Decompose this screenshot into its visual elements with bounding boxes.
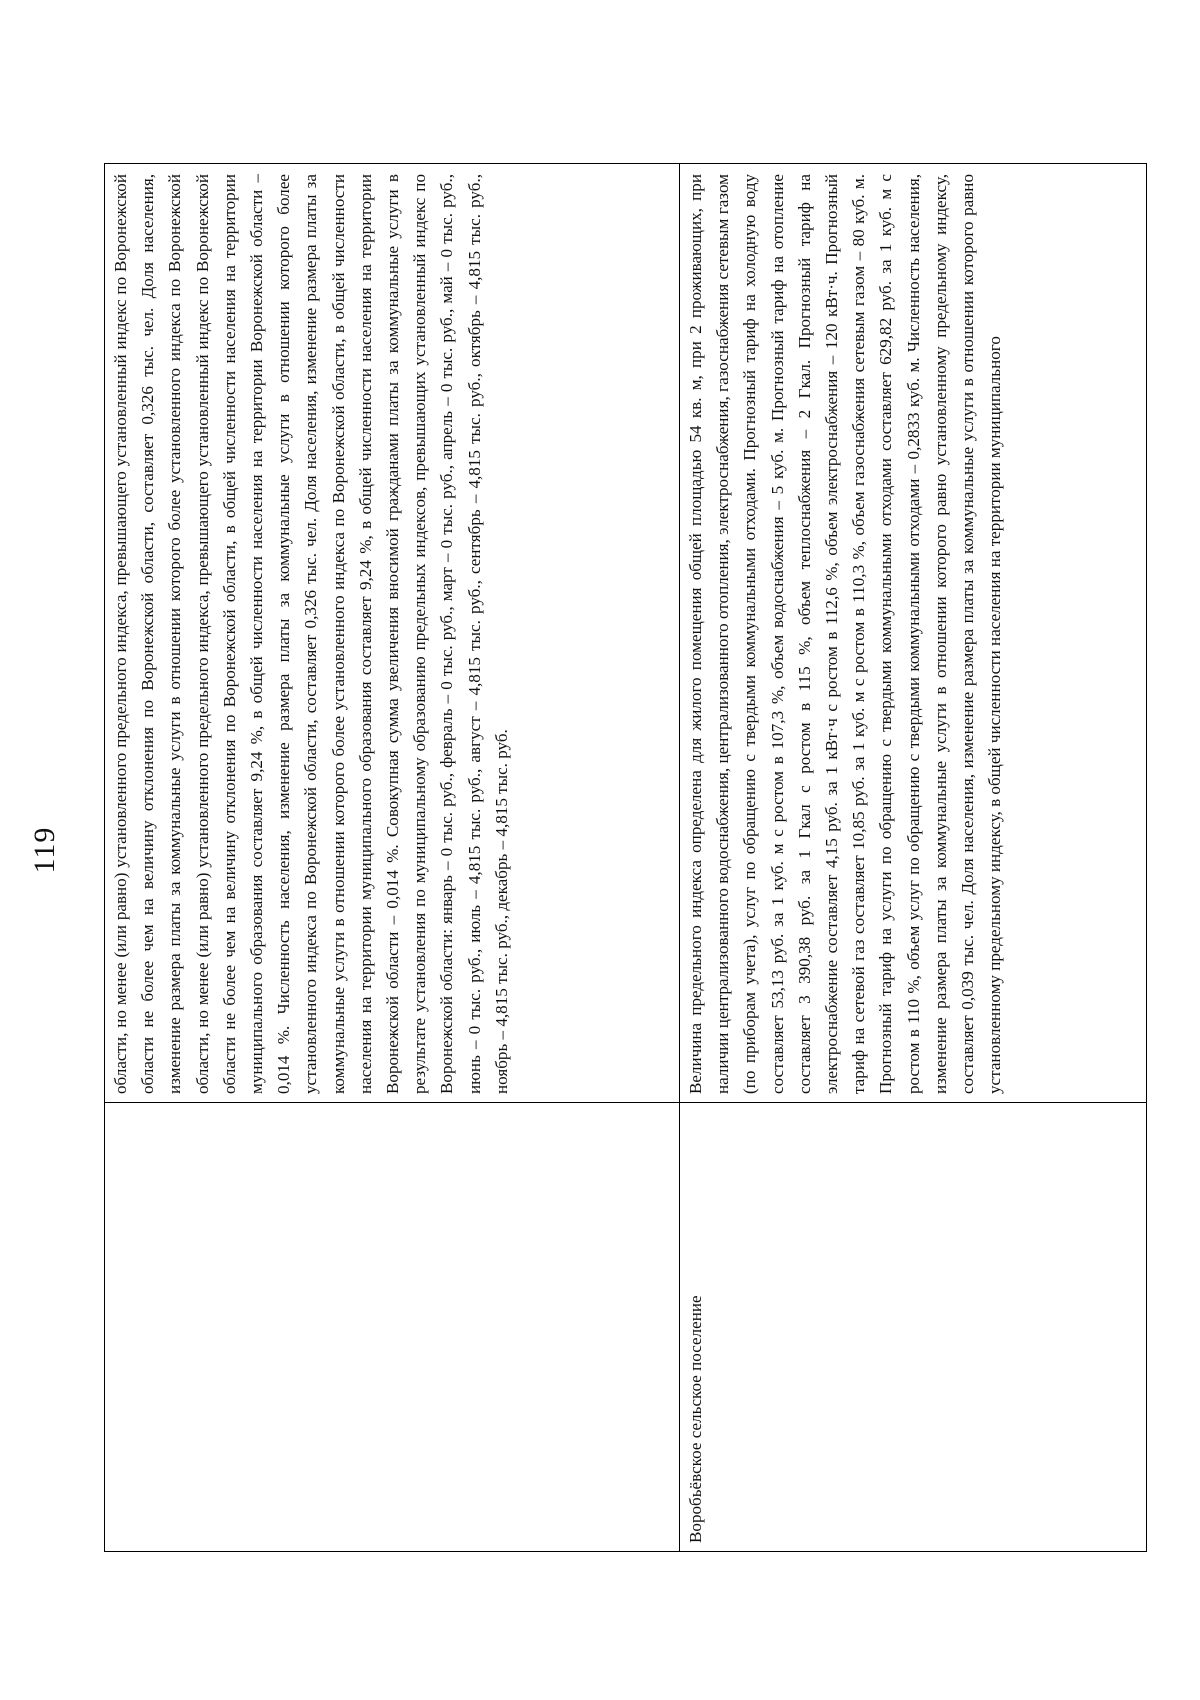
- description-text: области, но менее (или равно) установленного предельного индекса, превышающего установленный индекс по Воронежской области не более чем на величину отклонения по Воронежской области, составляет 0,326 тыс. чел. Доля населения, изменение размера платы за коммунальные услуги в отношении которого более установленного индекса по Воронежской области, но менее (или равно) установленного предельного индекса, превышающего установленный индекс по Воронежской области не более чем на величину отклонения по Воронежской области, в общей численности населения на территории муниципального образования составляет 9,24 %, в общей численности населения на территории Воронежской области – 0,014 %. Численность населения, изменение размера платы за коммунальные услуги в отношении которого более установленного индекса по Воронежской области, составляет 0,326 тыс. чел. Доля населения, изменение размера платы за коммунальные услуги в отношении которого более установленного индекса по Воронежской области, в общей численности населения на территории муниципального образования составляет 9,24 %, в общей численности населения на территории Воронежской области – 0,014 %. Совокупная сумма увеличения вносимой гражданами платы за коммунальные услуги в результате установления по муниципальному образованию предельных индексов, превышающих установленный индекс по Воронежской области: январь – 0 тыс. руб., февраль – 0 тыс. руб., март – 0 тыс. руб., апрель – 0 тыс. руб., май – 0 тыс. руб., июнь – 0 тыс. руб., июль – 4,815 тыс. руб., август – 4,815 тыс. руб., сентябрь – 4,815 тыс. руб., октябрь – 4,815 тыс. руб., ноябрь – 4,815 тыс. руб., декабрь – 4,815 тыс. руб.: [111, 174, 511, 1094]
- table-row: [680, 164, 1147, 1552]
- municipality-name: Воробьёвское сельское поселение: [686, 1295, 705, 1543]
- description-cell: [680, 164, 1147, 1103]
- municipality-name-cell: [680, 1103, 1147, 1552]
- table-row: [105, 164, 680, 1552]
- data-table: [104, 163, 1147, 1552]
- description-text: Величина предельного индекса определена для жилого помещения общей площадью 54 кв. м, при 2 проживающих, при наличии централизованного водоснабжения, централизованного отопления, электроснабжения, газоснабжения сетевым газом (по приборам учета), услуг по обращению с твердыми коммунальными отходами. Прогнозный тариф на холодную воду составляет 53,13 руб. за 1 куб. м с ростом в 107,3 %, объем водоснабжения – 5 куб. м. Прогнозный тариф на отопление составляет 3 390,38 руб. за 1 Гкал с ростом в 115 %, объем теплоснабжения – 2 Гкал. Прогнозный тариф на электроснабжение составляет 4,15 руб. за 1 кВт·ч с ростом в 112,6 %, объем электроснабжения – 120 кВт·ч. Прогнозный тариф на сетевой газ составляет 10,85 руб. за 1 куб. м с ростом в 110,3 %, объем газоснабжения сетевым газом – 80 куб. м. Прогнозный тариф на услуги по обращению с твердыми коммунальными отходами составляет 629,82 руб. за 1 куб. м с ростом в 110 %, объем услуг по обращению с твердыми коммунальными отходами – 0,2833 куб. м. Численность населения, изменение размера платы за коммунальные услуги в отношении которого равно установленному предельному индексу, составляет 0,039 тыс. чел. Доля населения, изменение размера платы за коммунальные услуги в отношении которого равно установленному предельному индексу, в общей численности населения на территории муниципального: [686, 174, 1005, 1094]
- description-cell: [105, 164, 680, 1103]
- page-number: 119: [28, 826, 61, 874]
- municipality-name-cell: [105, 1103, 680, 1552]
